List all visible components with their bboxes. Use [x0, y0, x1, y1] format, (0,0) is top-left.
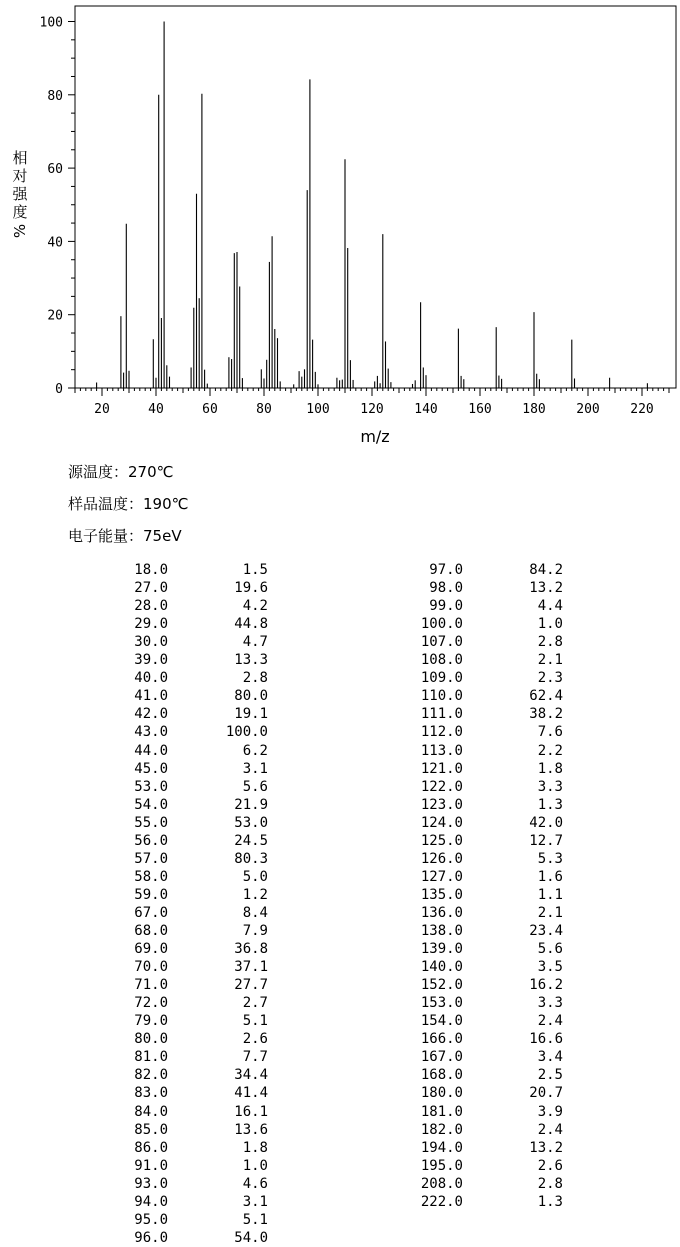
peak-intensity: 5.6 [242, 778, 268, 795]
x-tick-label: 100 [306, 402, 330, 417]
peak-mz: 195.0 [420, 1157, 463, 1174]
peak-intensity: 3.9 [537, 1103, 563, 1120]
peak-mz: 70.0 [134, 959, 168, 976]
peak-mz: 168.0 [420, 1067, 463, 1084]
peak-intensity: 80.3 [234, 850, 268, 867]
peak-mz: 182.0 [420, 1121, 463, 1138]
peak-intensity: 27.7 [234, 977, 268, 994]
peak-intensity: 5.6 [537, 941, 563, 958]
peak-intensity: 2.4 [537, 1121, 563, 1138]
spectrum-peaks [97, 22, 648, 389]
peak-intensity: 2.8 [537, 634, 563, 651]
peak-mz: 80.0 [134, 1031, 168, 1048]
peak-intensity: 1.2 [242, 886, 268, 903]
peak-intensity: 1.3 [537, 796, 563, 813]
peak-mz: 108.0 [420, 652, 463, 669]
peak-mz: 30.0 [134, 634, 168, 651]
peak-mz: 59.0 [134, 886, 168, 903]
peak-intensity: 54.0 [234, 1229, 268, 1246]
peak-mz: 84.0 [134, 1103, 168, 1120]
peak-mz: 42.0 [134, 706, 168, 723]
peak-intensity: 5.1 [242, 1211, 268, 1228]
peak-intensity: 16.6 [529, 1031, 563, 1048]
peak-mz: 67.0 [134, 904, 168, 921]
peak-intensity: 3.5 [537, 959, 563, 976]
peak-mz: 194.0 [420, 1139, 463, 1156]
peak-intensity: 4.6 [242, 1175, 268, 1192]
peak-intensity: 2.3 [537, 670, 563, 687]
peak-intensity: 13.2 [529, 1139, 563, 1156]
peak-mz: 81.0 [134, 1049, 168, 1066]
peak-mz: 124.0 [420, 814, 463, 831]
y-axis-label-char: 相 [12, 149, 28, 167]
peak-intensity: 36.8 [234, 941, 268, 958]
x-axis-title: m/z [360, 427, 390, 446]
peak-mz: 68.0 [134, 923, 168, 939]
plot-frame [75, 6, 676, 388]
peak-mz: 166.0 [420, 1031, 463, 1048]
peak-mz: 167.0 [420, 1049, 463, 1066]
peak-intensity: 1.0 [242, 1157, 268, 1174]
peak-mz: 125.0 [420, 832, 463, 849]
peak-mz: 85.0 [134, 1121, 168, 1138]
peak-intensity: 3.3 [537, 778, 563, 795]
peak-intensity: 2.6 [537, 1157, 563, 1174]
peak-mz: 71.0 [134, 977, 168, 994]
peak-intensity: 5.0 [242, 868, 268, 885]
sample-temperature: 样品温度：190℃ [68, 495, 189, 513]
peak-intensity: 3.3 [537, 995, 563, 1012]
peak-intensity: 6.2 [242, 742, 268, 759]
peak-mz: 181.0 [420, 1103, 463, 1120]
peak-mz: 45.0 [134, 760, 168, 777]
peak-mz: 109.0 [420, 670, 463, 687]
peak-intensity: 13.2 [529, 580, 563, 597]
peak-intensity: 1.5 [242, 562, 268, 578]
y-axis-label-char: 强 [12, 185, 28, 203]
y-tick-label: 60 [47, 162, 63, 178]
peak-mz: 57.0 [134, 850, 168, 867]
peak-mz: 122.0 [420, 778, 463, 795]
peak-intensity: 37.1 [234, 959, 268, 976]
peak-intensity: 2.8 [242, 670, 268, 687]
x-tick-label: 80 [256, 402, 272, 417]
y-tick-label: 0 [55, 382, 63, 397]
peak-mz: 44.0 [134, 742, 168, 759]
peak-mz: 96.0 [134, 1229, 168, 1246]
peak-intensity: 5.1 [242, 1013, 268, 1030]
x-tick-label: 60 [202, 402, 218, 417]
peak-mz: 54.0 [134, 796, 168, 813]
peak-intensity: 41.4 [234, 1085, 268, 1102]
peak-intensity: 2.4 [537, 1013, 563, 1030]
peak-intensity: 2.5 [537, 1067, 563, 1084]
peak-intensity: 19.1 [234, 706, 268, 723]
y-tick-label: 40 [47, 235, 63, 251]
peak-mz: 99.0 [429, 598, 463, 615]
peak-intensity: 13.6 [234, 1121, 268, 1138]
peak-mz: 208.0 [420, 1175, 463, 1192]
y-axis-label [11, 149, 29, 238]
peak-mz: 83.0 [134, 1085, 168, 1102]
peak-intensity: 16.1 [234, 1103, 268, 1120]
peak-mz: 29.0 [134, 616, 168, 633]
peak-intensity: 53.0 [234, 814, 268, 831]
peak-mz: 27.0 [134, 580, 168, 597]
peak-mz: 107.0 [420, 634, 463, 651]
x-tick-label: 20 [94, 402, 110, 417]
peak-intensity: 100.0 [225, 724, 268, 741]
peak-intensity: 80.0 [234, 688, 268, 705]
peak-mz: 91.0 [134, 1157, 168, 1174]
peak-intensity: 16.2 [529, 977, 563, 994]
peak-mz: 153.0 [420, 995, 463, 1012]
peak-intensity: 1.6 [537, 868, 563, 885]
peak-mz: 180.0 [420, 1085, 463, 1102]
peak-intensity: 4.7 [242, 634, 268, 651]
x-axis-ticks [75, 388, 669, 417]
peak-mz: 41.0 [134, 688, 168, 705]
peak-intensity: 12.7 [529, 832, 563, 849]
y-tick-label: 100 [39, 15, 63, 31]
peak-intensity: 2.8 [537, 1175, 563, 1192]
y-tick-label: 20 [47, 308, 63, 324]
peak-mz: 121.0 [420, 760, 463, 777]
x-tick-label: 120 [360, 402, 384, 417]
peak-mz: 58.0 [134, 868, 168, 885]
peak-intensity: 8.4 [242, 904, 268, 921]
peak-mz: 113.0 [420, 742, 463, 759]
peak-mz: 86.0 [134, 1139, 168, 1156]
peak-mz: 39.0 [134, 652, 168, 669]
peak-intensity: 5.3 [537, 850, 563, 867]
peak-intensity: 23.4 [529, 923, 563, 939]
peak-intensity: 21.9 [234, 796, 268, 813]
source-temperature: 源温度：270℃ [68, 463, 174, 481]
peak-mz: 127.0 [420, 868, 463, 885]
peak-mz: 112.0 [420, 724, 463, 741]
peak-mz: 93.0 [134, 1175, 168, 1192]
peak-intensity: 3.4 [537, 1049, 563, 1066]
x-tick-label: 220 [630, 402, 654, 417]
y-axis-ticks [40, 16, 75, 398]
peak-mz: 138.0 [420, 923, 463, 939]
peak-mz: 53.0 [134, 778, 168, 795]
electron-energy: 电子能量：75eV [68, 527, 182, 545]
peak-intensity: 44.8 [234, 616, 268, 633]
y-axis-label-char: 对 [12, 167, 28, 185]
peak-mz: 139.0 [420, 941, 463, 958]
peak-mz: 98.0 [429, 580, 463, 597]
peak-mz: 100.0 [420, 616, 463, 633]
peak-intensity: 38.2 [529, 706, 563, 723]
peak-mz: 110.0 [420, 688, 463, 705]
peak-intensity: 19.6 [234, 580, 268, 597]
peak-mz: 94.0 [134, 1193, 168, 1210]
peak-mz: 135.0 [420, 886, 463, 903]
peak-mz: 152.0 [420, 977, 463, 994]
peak-mz: 72.0 [134, 995, 168, 1012]
peak-mz: 43.0 [134, 724, 168, 741]
peak-mz: 154.0 [420, 1013, 463, 1030]
peak-intensity: 2.2 [537, 742, 563, 759]
peak-mz: 55.0 [134, 814, 168, 831]
peak-intensity: 3.1 [242, 760, 268, 777]
peak-intensity: 42.0 [529, 814, 563, 831]
y-axis-label-char: 度 [12, 203, 28, 221]
x-tick-label: 140 [414, 402, 438, 417]
peak-mz: 97.0 [429, 562, 463, 578]
peak-mz: 82.0 [134, 1067, 168, 1084]
peak-mz: 40.0 [134, 670, 168, 687]
peak-intensity: 4.2 [242, 598, 268, 615]
peak-mz: 126.0 [420, 850, 463, 867]
peak-mz: 79.0 [134, 1013, 168, 1030]
peak-mz: 111.0 [420, 706, 463, 723]
peak-mz: 69.0 [134, 941, 168, 958]
peak-intensity: 3.1 [242, 1193, 268, 1210]
peak-mz: 136.0 [420, 904, 463, 921]
peak-intensity: 2.7 [242, 995, 268, 1012]
x-tick-label: 180 [522, 402, 546, 417]
peak-intensity: 7.6 [537, 724, 563, 741]
peak-intensity: 13.3 [234, 652, 268, 669]
peak-intensity: 2.1 [537, 652, 563, 669]
peak-mz: 18.0 [134, 562, 168, 578]
peak-intensity: 1.0 [537, 616, 563, 633]
peak-intensity: 2.6 [242, 1031, 268, 1048]
peak-intensity: 1.8 [537, 760, 563, 777]
peak-mz: 28.0 [134, 598, 168, 615]
y-axis-label-char: % [11, 223, 29, 239]
peak-mz: 95.0 [134, 1211, 168, 1228]
peak-intensity: 7.9 [242, 923, 268, 939]
peak-intensity: 24.5 [234, 832, 268, 849]
peak-intensity: 62.4 [529, 688, 563, 705]
peak-intensity: 1.1 [537, 886, 563, 903]
x-tick-label: 40 [148, 402, 164, 417]
peak-intensity: 2.1 [537, 904, 563, 921]
peak-intensity: 84.2 [529, 562, 563, 578]
peak-intensity: 1.3 [537, 1193, 563, 1210]
peak-intensity: 4.4 [537, 598, 563, 615]
x-tick-label: 200 [576, 402, 600, 417]
x-tick-label: 160 [468, 402, 492, 417]
peak-intensity: 34.4 [234, 1067, 268, 1084]
peak-mz: 222.0 [420, 1193, 463, 1210]
peak-mz: 56.0 [134, 832, 168, 849]
y-tick-label: 80 [47, 88, 63, 104]
mass-spectrum-chart [0, 0, 680, 460]
peak-intensity: 1.8 [242, 1139, 268, 1156]
peak-mz: 140.0 [420, 959, 463, 976]
peak-intensity: 7.7 [242, 1049, 268, 1066]
peak-mz: 123.0 [420, 796, 463, 813]
peak-intensity: 20.7 [529, 1085, 563, 1102]
